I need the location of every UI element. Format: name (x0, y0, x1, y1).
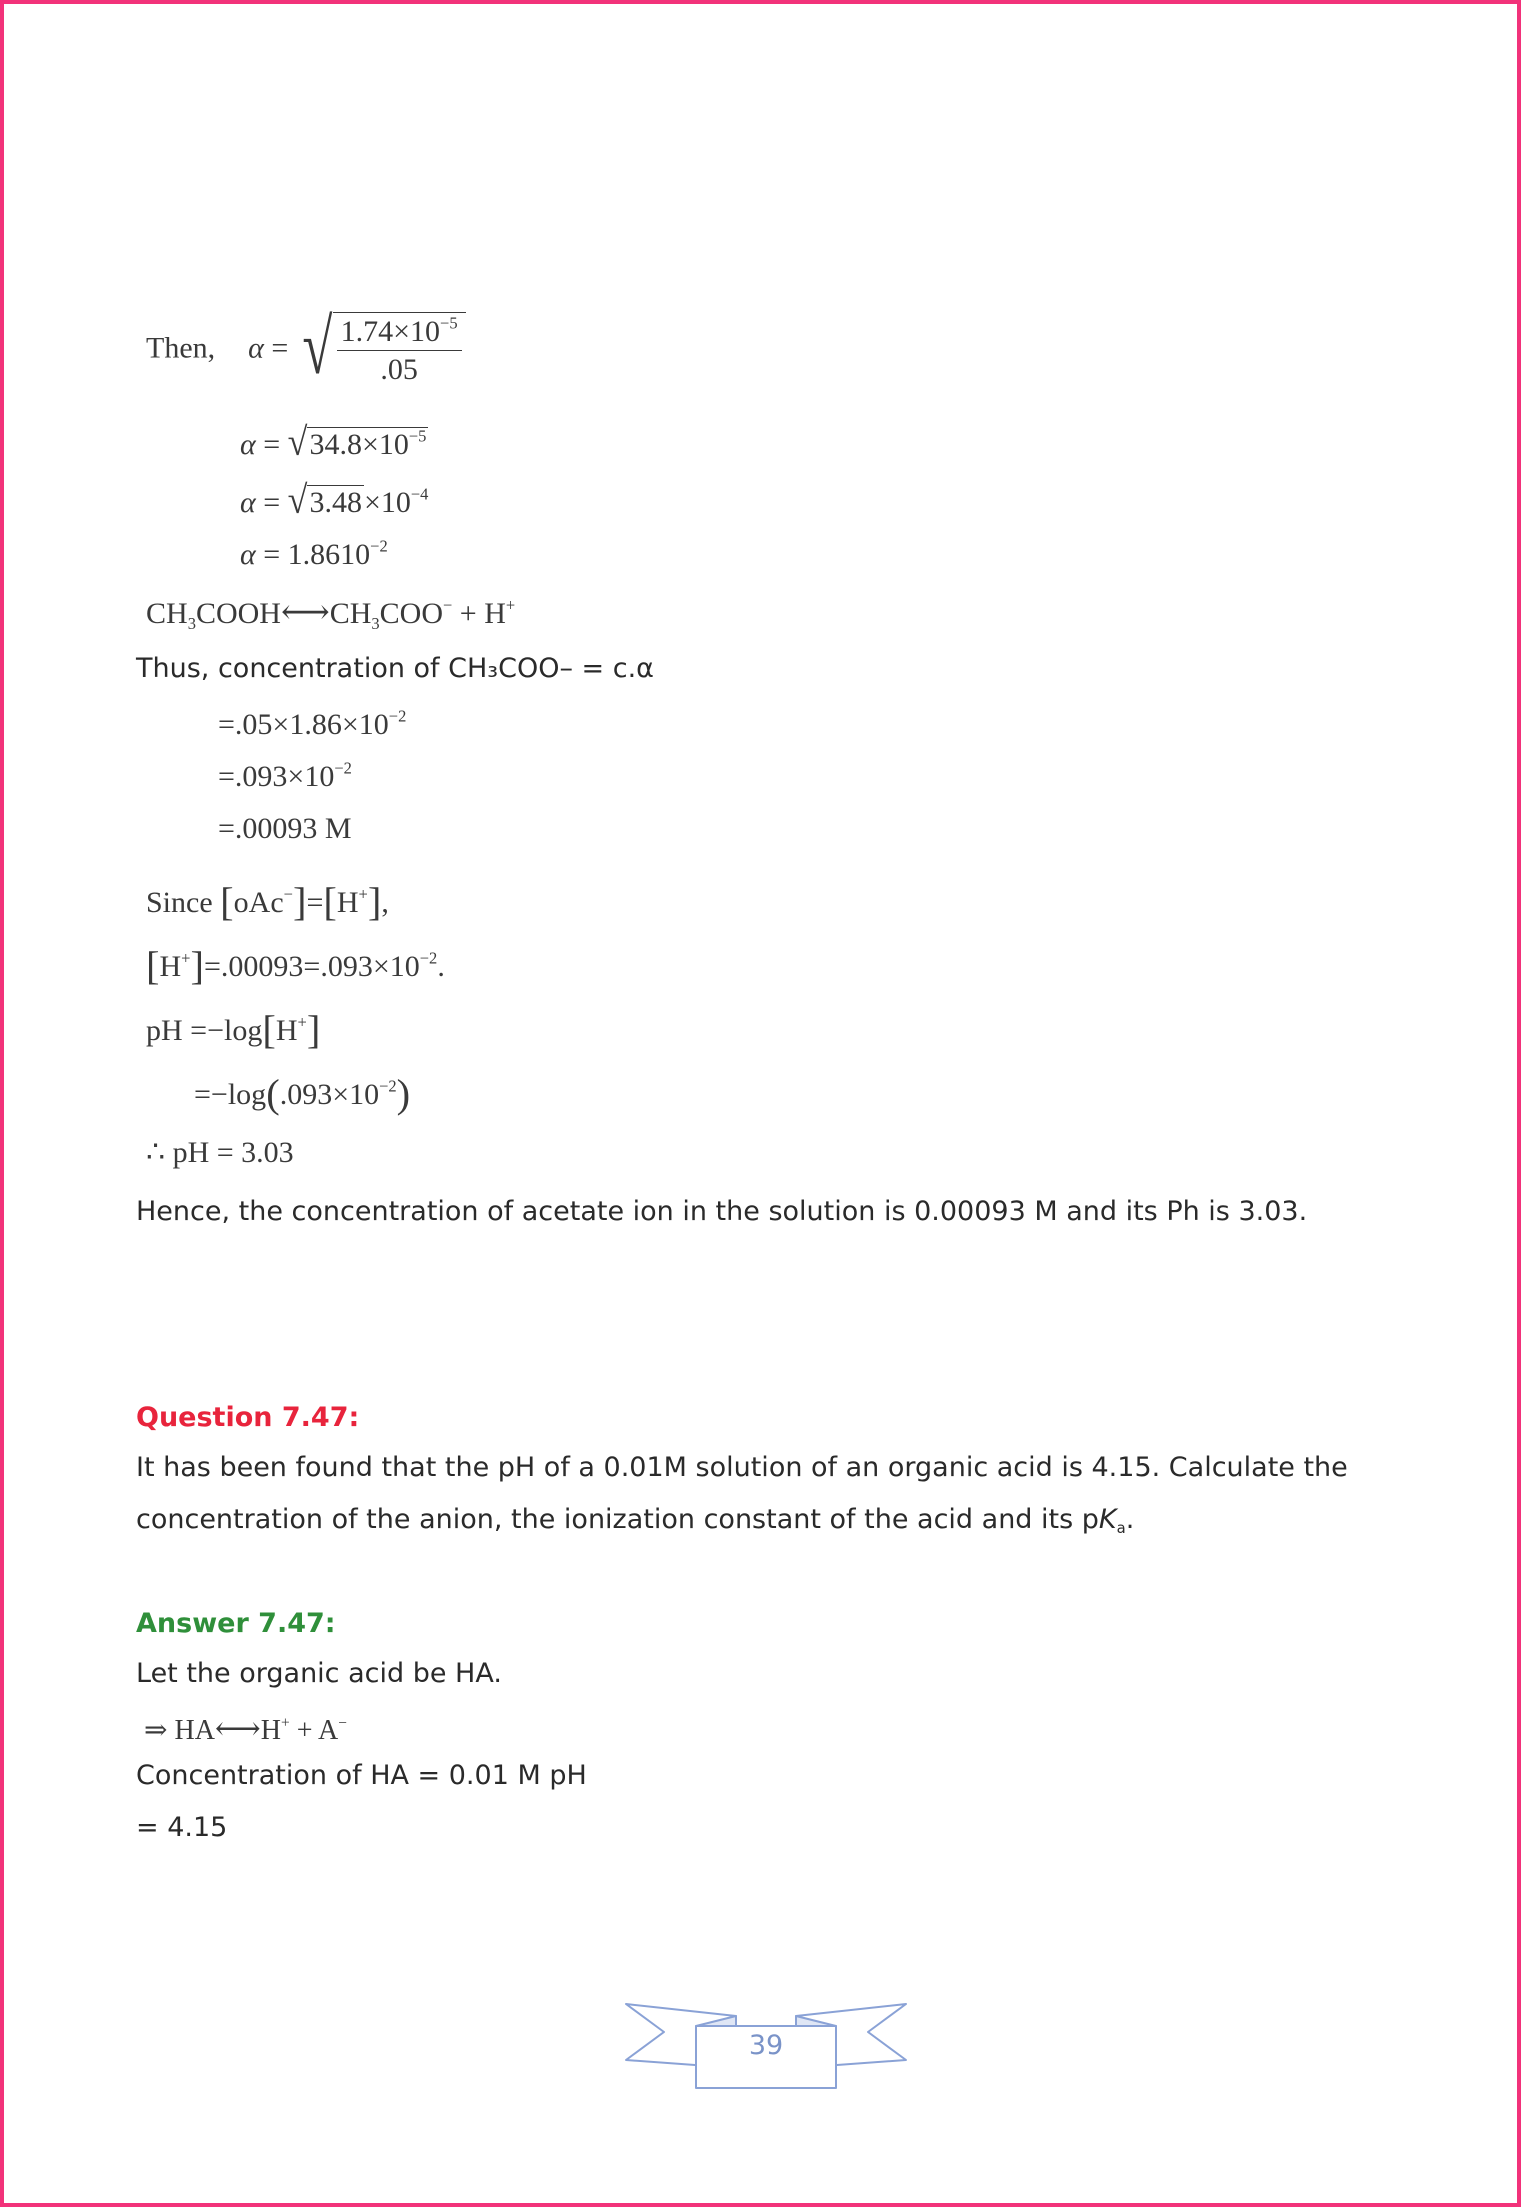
charge: + (281, 1714, 290, 1732)
concentration-step-1 (218, 706, 407, 741)
exponent: −2 (379, 1076, 397, 1096)
exponent: −4 (410, 484, 429, 504)
question-line-1: It has been found that the pH of a 0.01M solution of an organic acid is 4.15. Calculate the (136, 1452, 1348, 1483)
ph-result: pH = 3.03 (172, 1136, 294, 1169)
equilibrium-arrow-icon: ⟷ (280, 594, 330, 631)
square-root: √3.48 (287, 478, 362, 522)
product-2: H (484, 597, 506, 630)
hydrogen-species: H (336, 885, 359, 919)
radicand: 34.8×10 (309, 428, 409, 461)
question-text: concentration of the anion, the ionization constant of the acid and its p (136, 1504, 1099, 1535)
product-2: A (317, 1715, 339, 1746)
exponent: −2 (388, 706, 407, 726)
reactant-rest: COOH (195, 597, 281, 630)
equation-rest: =.00093=.093×10 (203, 949, 420, 983)
thus-concentration-line: Thus, concentration of CH₃COO– = c.α (136, 653, 654, 684)
then-label: Then, (146, 331, 216, 365)
ph-result-line (146, 1138, 294, 1168)
page-number: 39 (748, 2030, 784, 2061)
alpha-equation-step-2: $\alpha = √34.8\times 10^{-5}$ (240, 420, 427, 464)
concentration-step-2 (218, 758, 352, 793)
answer-line-1: Let the organic acid be HA. (136, 1658, 502, 1689)
radicand: 3.48 (309, 486, 362, 519)
charge: − (338, 1714, 347, 1732)
question-heading: Question 7.47: (136, 1402, 360, 1433)
answer-line-3: = 4.15 (136, 1812, 228, 1843)
ph-label: pH (146, 1013, 183, 1047)
since-word: Since (146, 885, 213, 919)
plus-sign: + (296, 1715, 313, 1746)
page-number-ribbon (624, 2002, 908, 2094)
inner-value: .093×10 (279, 1077, 380, 1111)
hydrogen-species: H (275, 1013, 298, 1047)
square-root: √ $\frac{1.74\times 10^{-5}}{.05}$ (296, 312, 466, 385)
hydrogen-concentration-line: $[H^+]=.00093=.093\times 10^{-2}$. (146, 943, 445, 988)
question-line-2 (136, 1504, 1135, 1538)
plus-sign: + (459, 597, 477, 630)
numerator: 1.74×10 (340, 315, 441, 348)
equilibrium-arrow-icon: ⟷ (214, 1710, 261, 1746)
period: . (1125, 1504, 1135, 1535)
ph-substitution-line: $=-\log(.093\times 10^{-2})$ (194, 1071, 411, 1116)
reactant: CH (146, 597, 188, 630)
alpha-equation-step-4: $\alpha = 1.8610^{-2}$ (240, 536, 388, 571)
subscript: 3 (371, 613, 380, 633)
hydrogen-species: H (159, 949, 182, 983)
answer-line-2: Concentration of HA = 0.01 M pH (136, 1760, 587, 1791)
exponent: −5 (440, 313, 458, 333)
fraction (337, 313, 462, 386)
ph-formula-line: pH =−log[H+] (146, 1007, 321, 1052)
alpha-value: 1.8610 (287, 538, 371, 571)
step-text: =.05×1.86×10 (218, 708, 389, 741)
conclusion-text: Hence, the concentration of acetate ion in the solution is 0.00093 M and its Ph is 3.03. (136, 1196, 1308, 1227)
concentration-step-3 (218, 814, 352, 844)
subscript: 3 (187, 613, 196, 633)
therefore-icon: ∴ (146, 1136, 166, 1169)
acetate-species: oAc (233, 885, 284, 919)
exponent: −2 (334, 758, 352, 778)
alpha-equation-step-1: Then, α = √ $\frac{1.74\times 10^{-5}}{.05}$ (146, 312, 466, 385)
acetic-acid-reaction (146, 594, 516, 633)
charge: + (358, 884, 368, 904)
alpha-equation-step-3: $\alpha = √3.48\times 10^{-4}$ (240, 478, 429, 522)
k-symbol: K (1098, 1504, 1117, 1535)
alpha-symbol: α (240, 486, 256, 519)
reactant: HA (174, 1715, 215, 1746)
step-text: =.00093 M (218, 812, 352, 845)
product-1: H (260, 1715, 282, 1746)
implies-arrow-icon: ⇒ (144, 1715, 168, 1746)
product-1: CH (329, 597, 372, 630)
charge: + (181, 948, 191, 968)
denominator: .05 (380, 353, 418, 386)
negative-log: =−log (194, 1077, 267, 1111)
since-line: Since [oAc−]=[H+], (146, 879, 389, 924)
square-root: $√34.8\times 10^{-5}$ (287, 420, 427, 464)
alpha-symbol: α (248, 331, 264, 365)
exponent: −5 (408, 426, 427, 446)
charge: + (297, 1012, 307, 1032)
exponent: −2 (419, 948, 438, 968)
product-1-rest: COO (379, 597, 443, 630)
charge: − (442, 595, 453, 615)
ha-dissociation-reaction (144, 1712, 347, 1745)
multiplier: ×10 (363, 486, 411, 519)
comma: , (381, 885, 389, 919)
step-text: =.093×10 (218, 760, 335, 793)
charge: − (283, 884, 293, 904)
negative-log: =−log (190, 1013, 263, 1047)
alpha-symbol: α (240, 428, 256, 461)
subscript: a (1116, 1519, 1126, 1538)
exponent: −2 (370, 536, 388, 556)
charge: + (505, 595, 516, 615)
answer-heading: Answer 7.47: (136, 1608, 336, 1639)
period: . (437, 949, 445, 983)
alpha-symbol: α (240, 538, 256, 571)
